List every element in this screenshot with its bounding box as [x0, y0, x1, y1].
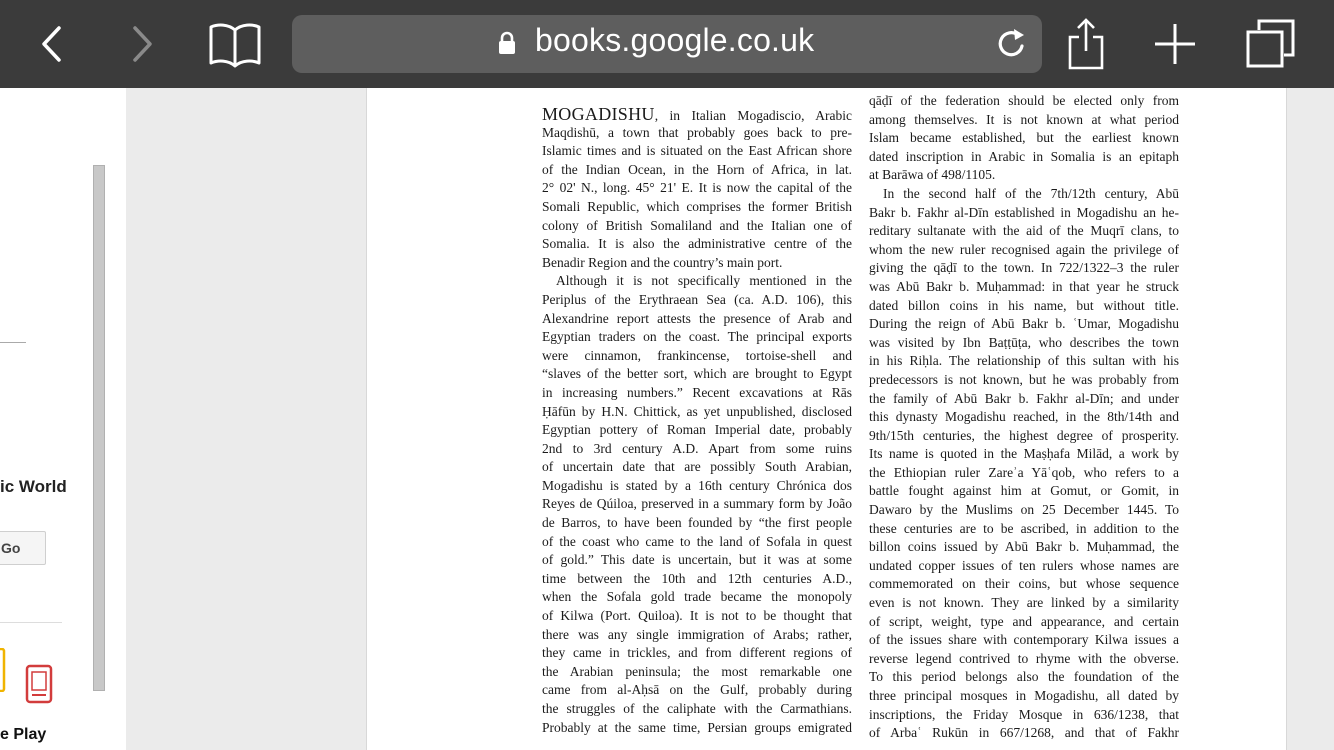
lock-icon — [498, 31, 516, 55]
text-line: commemorated on their coins, but whose sequence — [869, 576, 1179, 592]
headword: MOGADISHU — [542, 105, 655, 124]
text-line: Dawaro by the Muslims on 25 December 1445. To — [869, 502, 1179, 518]
tabs-icon — [1244, 18, 1296, 70]
divider — [0, 622, 62, 623]
text-line: 2nd to 3rd century A.D. Apart from some ruins — [542, 440, 852, 456]
text-line: To this period belongs also the foundation of the — [869, 669, 1179, 685]
text-line: Ḥāfūn by H.N. Chittick, as yet unpublished, disclosed — [542, 403, 852, 419]
play-text[interactable]: e Play — [0, 726, 47, 743]
text-line: of script, weight, type and appearance, and certain — [869, 613, 1179, 629]
text-line: of the coast who came to the land of Sofala in quest — [542, 533, 852, 549]
text-line: billon coins issued by Abū Bakr b. Muḥammad, the — [869, 539, 1179, 555]
text-line: three principal mosques in Mogadishu, all dated by — [869, 688, 1179, 703]
text-line: time between the 10th and 12th centuries A.D., — [542, 570, 852, 586]
tabs-button[interactable] — [1240, 14, 1300, 74]
text-line: in increasing numbers.” Recent excavations at Rās — [542, 384, 852, 400]
text-line: qāḍī of the federation should be elected only from — [869, 93, 1179, 108]
text-line: Egyptian pottery of Roman Imperial date, probably — [542, 422, 852, 438]
text-line: came from al-Aḥsā on the Gulf, probably during — [542, 682, 852, 698]
book-page — [366, 88, 1287, 750]
text-line: battle fought against him at Gomut, or Gomit, in — [869, 483, 1179, 499]
text-line: Mogadishu is stated by a 16th century Chrónica dos — [542, 477, 852, 493]
text-line: Islam became established, but the earliest known — [869, 130, 1179, 146]
text-line: MOGADISHU, in Italian Mogadiscio, Arabic — [542, 105, 852, 124]
back-button[interactable] — [30, 14, 74, 74]
text-line: During the reign of Abū Bakr b. ʿUmar, Mogadishu — [869, 316, 1179, 332]
text-line: giving the qāḍī to the town. In 722/1322–3 the ruler — [869, 260, 1179, 276]
browser-toolbar — [0, 0, 1334, 88]
text-line: colony of British Somaliland and the Italian one of — [542, 217, 852, 233]
text-line: whom the new ruler recognised again the privilege of — [869, 241, 1179, 257]
text-line: at Barāwa of 498/1105. — [869, 167, 996, 183]
text-line: they came in trickles, and from different regions of — [542, 645, 852, 661]
books-sidebar — [0, 88, 126, 750]
plus-icon — [1153, 22, 1197, 66]
text-line: was Abū Bakr b. Muḥammad: in that year he struck — [869, 278, 1179, 294]
text-line: Benadir Region and the country’s main port. — [542, 254, 783, 270]
text-line: the family of Abū Bakr b. Fakhr al-Dīn; and under — [869, 390, 1179, 406]
reader-background — [126, 88, 366, 750]
text-line: Egyptian traders on the coast. The principal exports — [542, 329, 852, 345]
open-book-icon — [208, 20, 262, 68]
text-line: there was any single immigration of Arabs; rather, — [542, 626, 852, 642]
book-icon[interactable] — [0, 648, 8, 692]
text-line: of the Indian Ocean, in the Horn of Africa, in lat. — [542, 161, 852, 177]
text-line: undated copper issues of ten rulers whose names are — [869, 557, 1179, 573]
text-line: among themselves. It is not known at what period — [869, 111, 1179, 127]
text-line: was visited by Ibn Baṭṭūṭa, who describes the town — [869, 334, 1179, 350]
sidebar-world-text[interactable]: ic World — [0, 477, 67, 496]
text-line: were cinnamon, frankincense, tortoise-shell and — [542, 347, 852, 363]
text-line: these centuries are to be ascribed, in addition to the — [869, 520, 1179, 536]
text-line: dated inscription in Arabic in Somalia is an epitaph — [869, 148, 1179, 164]
text-line: de Barros, to have been founded by “the first people — [542, 515, 852, 531]
text-line: in his Riḥla. The relationship of this sultan with his — [869, 353, 1179, 369]
text-line: of gold.” This date is uncertain, but it was at some — [542, 552, 852, 568]
text-line: predecessors is not known, but he was probably from — [869, 371, 1179, 387]
text-line: In the second half of the 7th/12th century, Abū — [883, 185, 1179, 201]
bookmarks-button[interactable] — [204, 14, 266, 74]
text-line: when the Sofala gold trade became the monopoly — [542, 589, 852, 605]
reload-icon — [995, 26, 1029, 62]
text-line: reverse legend contrived to rhyme with the obverse. — [869, 650, 1179, 666]
new-tab-button[interactable] — [1150, 14, 1200, 74]
url-text[interactable]: books.google.co.uk — [535, 22, 815, 58]
text-line: “slaves of the better sort, which are brought to Egypt — [542, 366, 852, 382]
text-line: of uncertain date that are possibly South Arabian, — [542, 459, 852, 475]
divider — [0, 342, 26, 343]
text-line: Alexandrine report attests the presence of Arab and — [542, 310, 852, 326]
text-line: inscriptions, the Friday Mosque in 636/1238, that — [869, 706, 1179, 722]
text-line: 9th/15th centuries, the highest degree of prosperity. — [869, 427, 1179, 443]
text-line: reditary sultanate with the aid of the Muqrī clans, to — [869, 223, 1179, 239]
text-line: the struggles of the caliphate with the Carmathians. — [542, 701, 852, 716]
text-line: dated billon coins in his name, but without title. — [869, 297, 1179, 313]
chevron-left-icon — [39, 24, 65, 64]
go-button[interactable]: Go — [0, 531, 46, 565]
text-line: of Arbaʿ Rukūn in 667/1268, and that of Fakhr — [869, 725, 1179, 741]
text-line: Islamic times and is situated on the East African shore — [542, 143, 852, 159]
text-line: Probably at the same time, Persian groups emigrated — [542, 719, 852, 735]
text-line: this dynasty Mogadishu reached, in the 8th/14th and — [869, 409, 1179, 425]
text-line: the Ethiopian ruler Zareʾa Yāʿqob, who refers to a — [869, 464, 1179, 480]
text-line: Somalia. It is also the administrative centre of the — [542, 236, 852, 252]
text-line: Somali Republic, which comprises the former British — [542, 198, 852, 214]
right-column — [869, 92, 1179, 743]
reload-button[interactable] — [995, 26, 1029, 67]
text-line: of the issues share with contemporary Kilwa issues a — [869, 632, 1179, 648]
sidebar-scrollbar[interactable] — [93, 165, 105, 691]
text-line: the Arabian peninsula; the most remarkable one — [542, 663, 852, 679]
text-line: Although it is not specifically mentioned in the — [556, 273, 852, 289]
forward-button[interactable] — [120, 14, 164, 74]
chevron-right-icon — [129, 24, 155, 64]
text-line: Its name is quoted in the Maṣḥafa Milād, a work by — [869, 446, 1179, 462]
left-column — [542, 105, 852, 737]
share-icon — [1066, 17, 1106, 71]
text-line: Periplus of the Erythraean Sea (ca. A.D. 106), this — [542, 291, 852, 307]
text-line: Reyes de Qúiloa, preserved in a summary form by João — [542, 496, 852, 512]
ebook-icon[interactable] — [25, 664, 53, 704]
text-line: 2° 02' N., long. 45° 21' E. It is now the capital of the — [542, 180, 852, 196]
share-button[interactable] — [1062, 14, 1110, 74]
text-line: of Kilwa (Port. Quiloa). It is not to be thought that — [542, 608, 852, 624]
text-line: Bakr b. Fakhr al-Dīn established in Mogadishu an he- — [869, 204, 1179, 220]
text-line: even is not known. They are linked by a similarity — [869, 595, 1179, 611]
text-line: Maqdishū, a town that probably goes back to pre- — [542, 124, 852, 140]
